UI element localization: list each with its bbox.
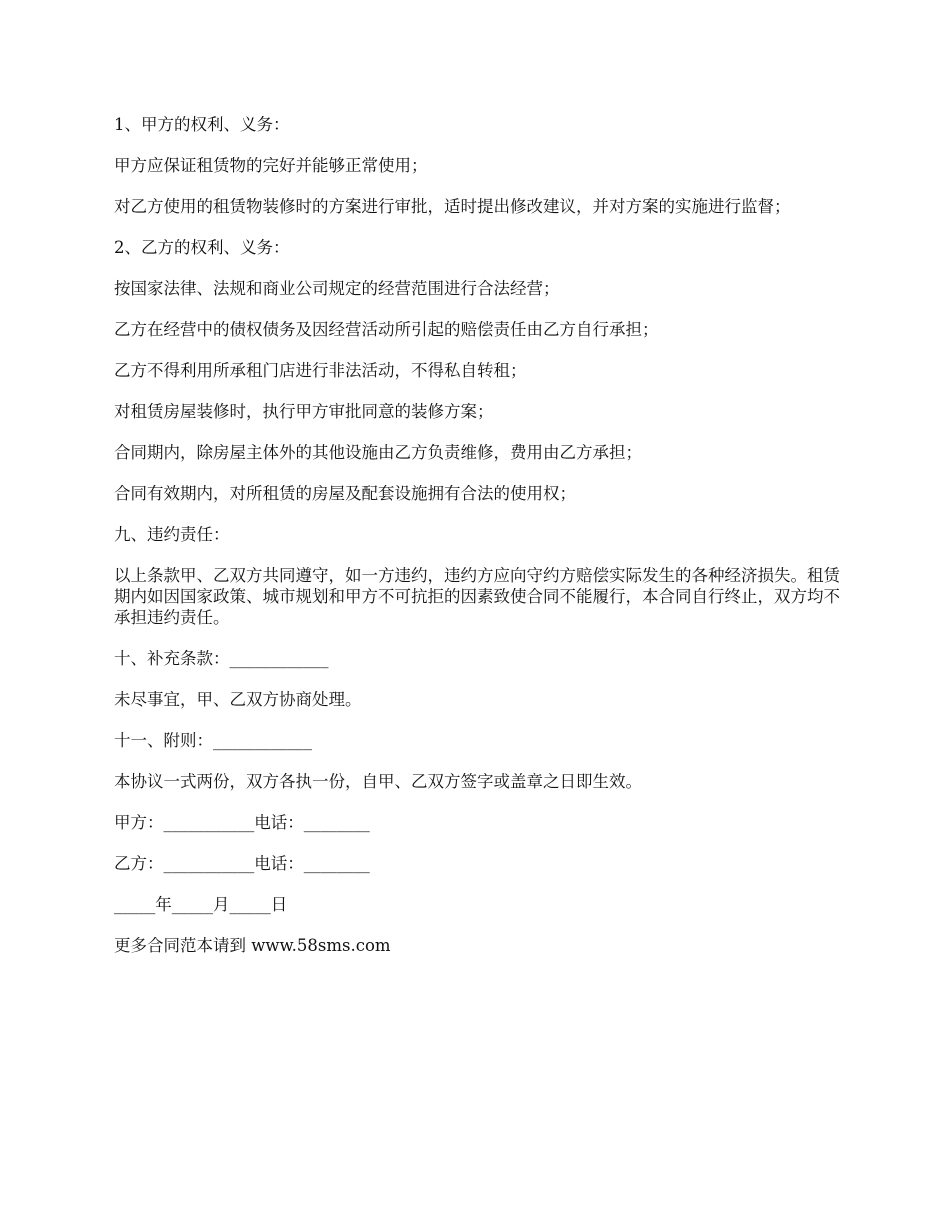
paragraph: 未尽事宜，甲、乙双方协商处理。 xyxy=(114,690,362,709)
paragraph: 甲方应保证租赁物的完好并能够正常使用； xyxy=(114,156,428,175)
paragraph: 乙方不得利用所承租门店进行非法活动，不得私自转租； xyxy=(114,361,527,380)
paragraph: 本协议一式两份，双方各执一份，自甲、乙双方签字或盖章之日即生效。 xyxy=(114,772,642,791)
paragraph: 合同有效期内，对所租赁的房屋及配套设施拥有合法的使用权； xyxy=(114,484,576,503)
section-heading-appendix: 十一、附则：____________ xyxy=(114,731,312,750)
section-heading-party-b-rights: 2、乙方的权利、义务： xyxy=(114,238,290,257)
paragraph: 对乙方使用的租赁物装修时的方案进行审批，适时提出修改建议，并对方案的实施进行监督； xyxy=(114,197,791,216)
paragraph: 按国家法律、法规和商业公司规定的经营范围进行合法经营； xyxy=(114,279,560,298)
footer-note: 更多合同范本请到 www.58sms.com xyxy=(114,936,391,955)
section-heading-supplementary: 十、补充条款：____________ xyxy=(114,649,329,668)
paragraph: 乙方在经营中的债权债务及因经营活动所引起的赔偿责任由乙方自行承担； xyxy=(114,320,659,339)
paragraph: 以上条款甲、乙双方共同遵守，如一方违约，违约方应向守约方赔偿实际发生的各种经济损失。租赁期内如因国家政策、城市规划和甲方不可抗拒的因素致使合同不能履行，本合同自行终止，双方均不承担违约责任。 xyxy=(114,566,840,627)
date-line: _____年_____月_____日 xyxy=(114,895,288,914)
paragraph: 对租赁房屋装修时，执行甲方审批同意的装修方案； xyxy=(114,402,494,421)
section-heading-party-a-rights: 1、甲方的权利、义务： xyxy=(114,115,290,134)
document-body xyxy=(114,114,840,976)
section-heading-breach: 九、违约责任： xyxy=(114,525,230,544)
signature-line-party-b: 乙方：___________电话：________ xyxy=(114,854,370,873)
signature-line-party-a: 甲方：___________电话：________ xyxy=(114,813,370,832)
paragraph: 合同期内，除房屋主体外的其他设施由乙方负责维修，费用由乙方承担； xyxy=(114,443,642,462)
